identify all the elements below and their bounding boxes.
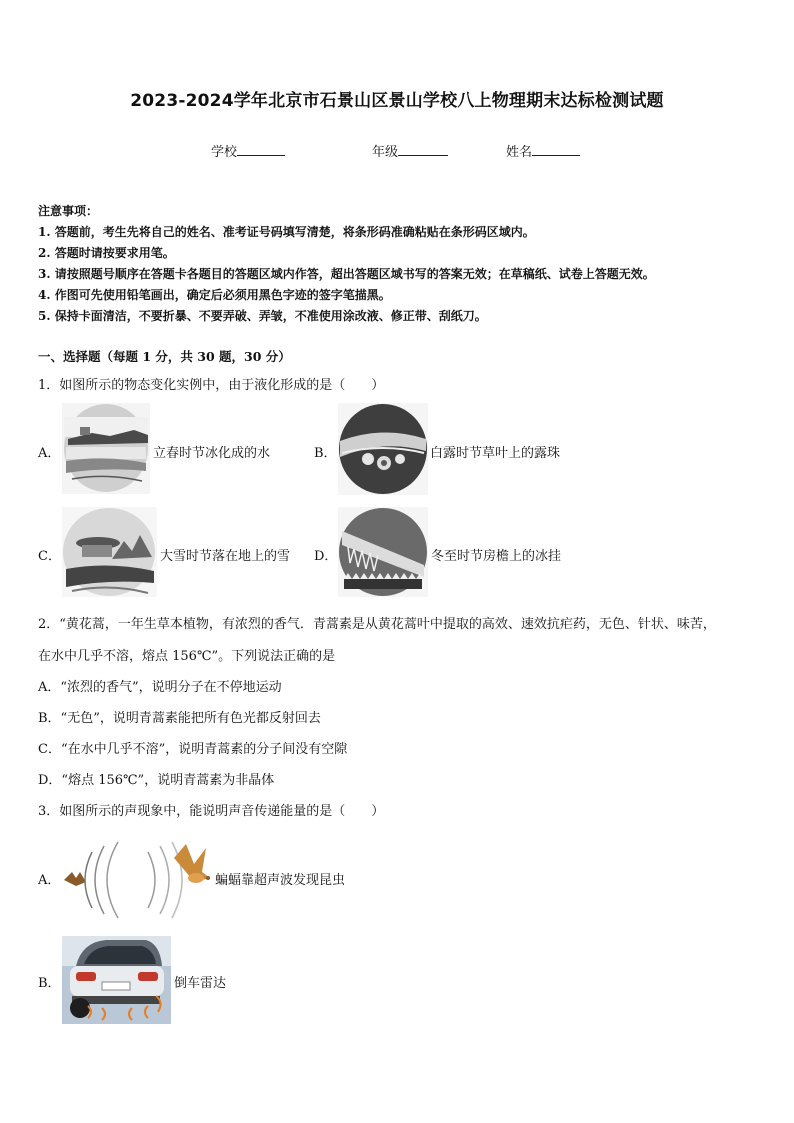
q1-option-a-label[interactable]: A．: [38, 446, 61, 461]
q2-option-d[interactable]: D．“熔点 156℃”，说明青蒿素为非晶体: [38, 773, 275, 788]
q1-option-d-label[interactable]: D．: [314, 549, 338, 564]
school-blank[interactable]: [237, 142, 285, 156]
note-item: 5. 保持卡面清洁，不要折暴、不要弄破、弄皱，不准使用涂改液、修正带、刮纸刀。: [38, 309, 487, 323]
question-1-stem: 1．如图所示的物态变化实例中，由于液化形成的是（ ）: [38, 378, 385, 393]
q1-option-c-text: 大雪时节落在地上的雪: [160, 549, 291, 564]
ice-melting-picture: [62, 403, 150, 494]
dew-drops-picture: [338, 403, 428, 495]
q2-option-b[interactable]: B．“无色”，说明青蒿素能把所有色光都反射回去: [38, 711, 321, 726]
q1-option-b-label[interactable]: B．: [314, 446, 337, 461]
note-item: 3. 请按照题号顺序在答题卡各题目的答题区域内作答，超出答题区域书写的答案无效；在草稿纸、试卷上答题无效。: [38, 267, 655, 281]
school-field: [211, 141, 285, 160]
notes-heading: 注意事项：: [38, 204, 99, 218]
q1-option-c-label[interactable]: C．: [38, 549, 61, 564]
q3-option-b-label[interactable]: B．: [38, 976, 61, 991]
snow-picture: [62, 507, 157, 597]
name-field: [506, 141, 580, 160]
q1-option-d-text: 冬至时节房檐上的冰挂: [431, 549, 562, 564]
bat-ultrasound-picture: [62, 838, 212, 920]
q1-option-b-text: 白露时节草叶上的露珠: [430, 446, 561, 461]
name-blank[interactable]: [532, 142, 580, 156]
question-3-stem: 3．如图所示的声现象中，能说明声音传递能量的是（ ）: [38, 804, 385, 819]
q3-option-b-text: 倒车雷达: [174, 976, 227, 991]
exam-notes: [38, 201, 655, 327]
school-label: 学校: [211, 145, 238, 160]
note-item: 1. 答题前，考生先将自己的姓名、准考证号码填写清楚，将条形码准确粘贴在条形码区域内。: [38, 225, 535, 239]
name-label: 姓名: [506, 145, 533, 160]
icicles-picture: [338, 507, 428, 597]
grade-field: [372, 141, 448, 160]
note-item: 4. 作图可先使用铅笔画出，确定后必须用黑色字迹的签字笔描黑。: [38, 288, 391, 302]
page-title: 2023-2024学年北京市石景山区景山学校八上物理期末达标检测试题: [130, 91, 664, 111]
section-heading: 一、选择题（每题 1 分，共 30 题，30 分）: [38, 349, 291, 364]
question-2-stem-line2: 在水中几乎不溶，熔点 156℃”。下列说法正确的是: [38, 649, 336, 664]
q3-option-a-label[interactable]: A．: [38, 873, 61, 888]
question-2-stem-line1: 2．“黄花蒿，一年生草本植物，有浓烈的香气．青蒿素是从黄花蒿叶中提取的高效、速效抗疟药，无色、针状、味苦，: [38, 617, 716, 632]
q3-option-a-text: 蝙蝠靠超声波发现昆虫: [215, 873, 346, 888]
parking-sensor-picture: [62, 936, 171, 1024]
q1-option-a-text: 立春时节冰化成的水: [153, 446, 271, 461]
q2-option-c[interactable]: C．“在水中几乎不溶”，说明青蒿素的分子间没有空隙: [38, 742, 348, 757]
grade-label: 年级: [372, 145, 399, 160]
q2-option-a[interactable]: A．“浓烈的香气”，说明分子在不停地运动: [38, 680, 282, 695]
note-item: 2. 答题时请按要求用笔。: [38, 246, 175, 260]
grade-blank[interactable]: [398, 142, 448, 156]
